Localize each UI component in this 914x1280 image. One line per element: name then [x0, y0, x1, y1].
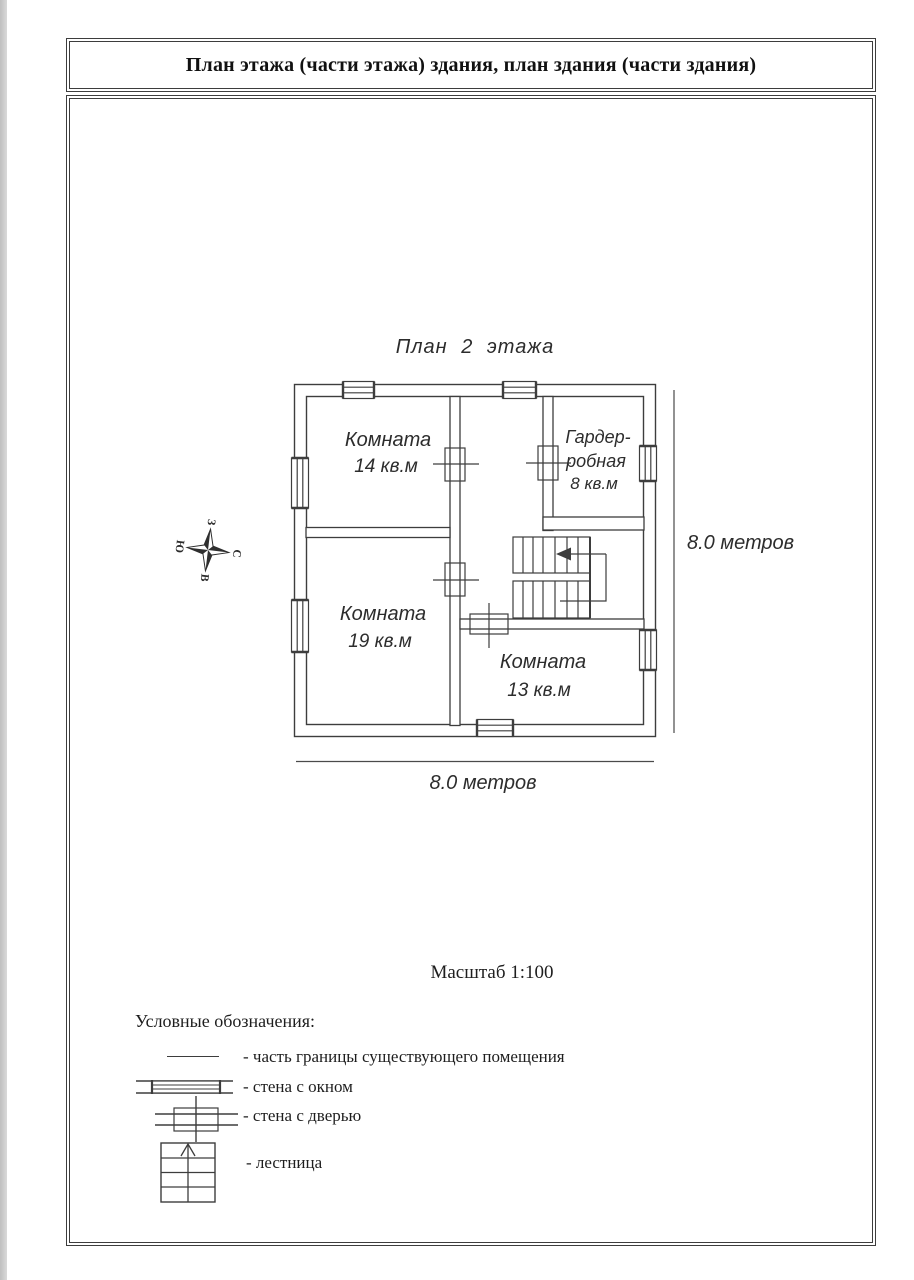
room13-name: Комната: [499, 651, 587, 673]
window-symbol: [343, 382, 374, 399]
wardrobe-area: 8 кв.м: [570, 474, 618, 493]
wardrobe-name-line1: Гардер-: [565, 427, 631, 447]
compass-east-label: В: [197, 573, 211, 583]
window-symbol: [640, 630, 657, 670]
boundary-line-symbol: [167, 1056, 219, 1057]
window-symbol: [503, 382, 536, 399]
plan-title: План 2 этажа: [395, 336, 555, 358]
room14-name: Комната: [344, 429, 432, 451]
scale-label: Масштаб 1:100: [430, 962, 554, 983]
room14-area: 14 кв.м: [354, 456, 418, 477]
width-dimension-label: 8.0 метров: [429, 772, 537, 794]
stairs-legend-symbol: [160, 1138, 220, 1206]
window-symbol: [640, 446, 657, 481]
wardrobe-name-line2: робная: [566, 451, 626, 471]
window-symbol: [477, 720, 513, 737]
legend-item-boundary: - часть границы существующего помещения: [243, 1047, 565, 1066]
floor-plan-drawing: [150, 375, 850, 800]
compass-south-label: Ю: [172, 539, 186, 554]
legend-item-stairs: - лестница: [246, 1153, 323, 1172]
compass-rose-icon: [169, 515, 246, 586]
window-symbol: [292, 458, 309, 508]
wall-with-door-symbol: [152, 1094, 244, 1144]
height-dimension-label: 8.0 метров: [687, 532, 795, 554]
legend-heading: Условные обозначения:: [135, 1011, 316, 1031]
compass-north-label: С: [229, 548, 243, 559]
compass-west-label: З: [204, 518, 218, 526]
header-frame: [66, 38, 876, 92]
room19-area: 19 кв.м: [348, 631, 412, 652]
scan-edge-shadow: [0, 0, 7, 1280]
room19-name: Комната: [339, 603, 427, 625]
room13-area: 13 кв.м: [507, 680, 571, 701]
legend-item-door: - стена с дверью: [243, 1106, 362, 1125]
document-title: План этажа (части этажа) здания, план здания (части здания): [185, 53, 757, 76]
legend-item-window: - стена с окном: [243, 1077, 353, 1096]
window-symbol: [292, 600, 309, 652]
